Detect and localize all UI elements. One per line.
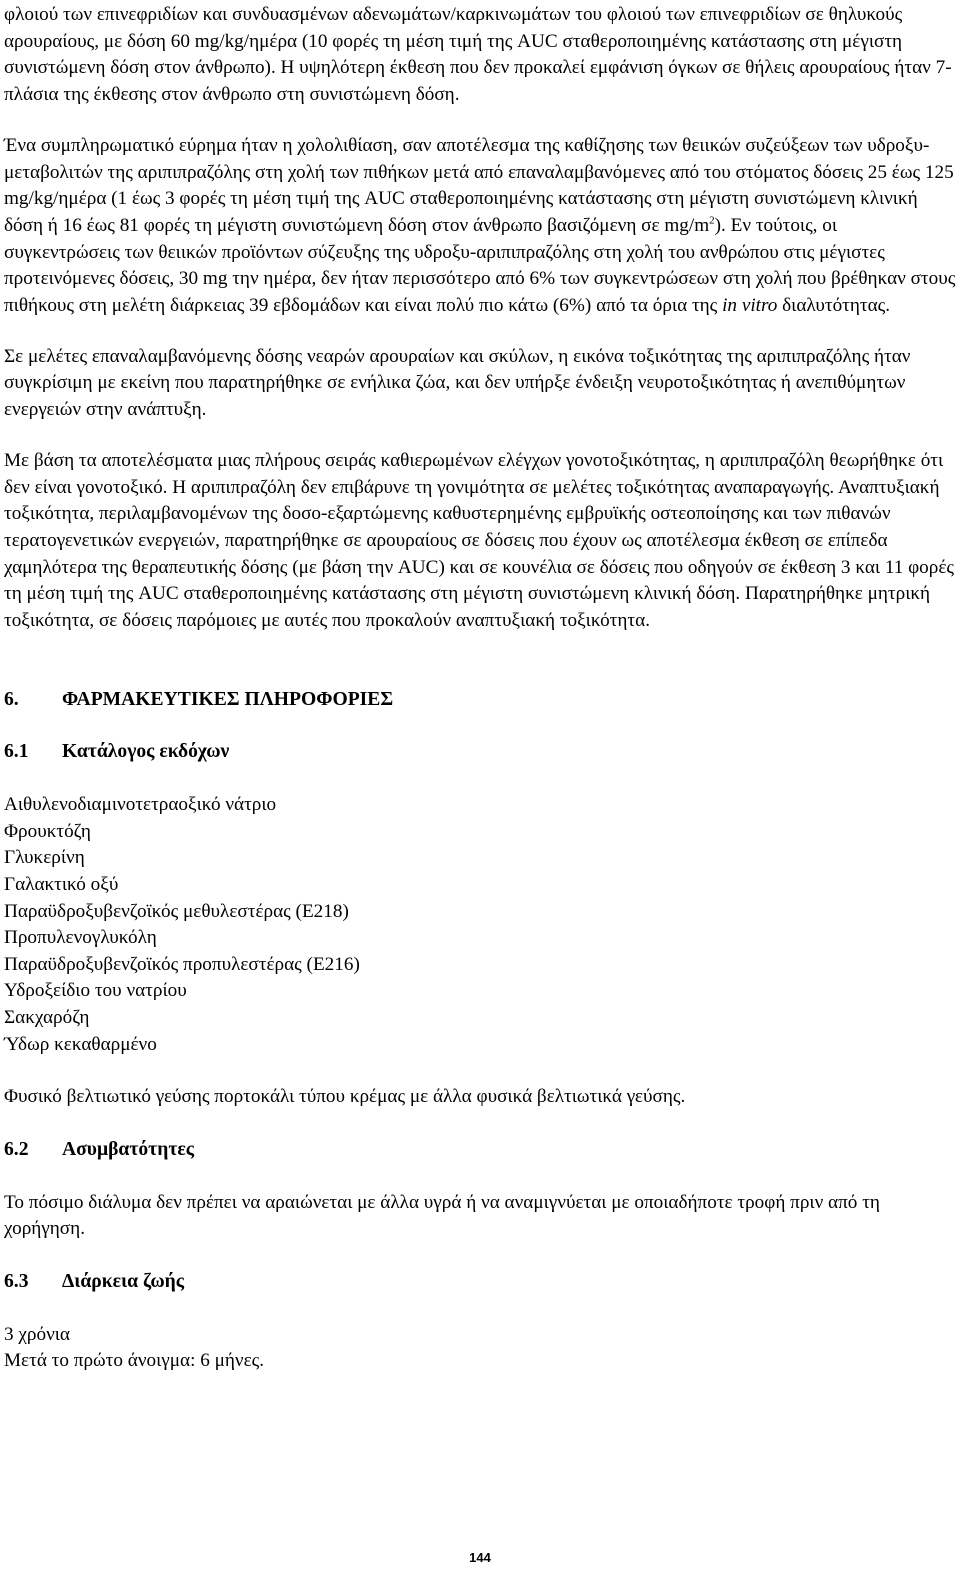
list-item: Υδροξείδιο του νατρίου [4, 980, 187, 1002]
shelf-life-line-2: Μετά το πρώτο άνοιγμα: 6 μήνες. [4, 1350, 265, 1372]
section-6-3-title: Διάρκεια ζωής [62, 1270, 185, 1292]
section-6-3-number: 6.3 [4, 1270, 29, 1292]
list-item: Γαλακτικό οξύ [4, 873, 119, 895]
section-6-3-heading [4, 1269, 956, 1296]
shelf-life-line-1: 3 χρόνια [4, 1323, 70, 1345]
list-item: Παραϋδροξυβενζοϊκός προπυλεστέρας (E216) [4, 953, 360, 975]
cholelithiasis-text-a: Ένα συμπληρωματικό εύρημα ήταν η χολολιθίαση, σαν αποτέλεσμα της καθίζησης των θειικών συζεύξεων των υδροξυ-μεταβολιτών της αριπιπραζόλης στη χολή των πιθήκων μετά από επαναλαμβανόμενες από του στόματος δόσεις 25 έως 125 mg/kg/ημέρα (1 έως 3 φορές τη μέση τιμή της AUC σταθεροποιημένης κατάστασης στη μέγιστη συνιστώμενη κλινική δόση ή 16 έως 81 φορές τη μέγιστη συνιστώμενη δόση στον άνθρωπο βασιζόμενη σε mg/m [4, 134, 954, 236]
section-6-1-title: Κατάλογος εκδόχων [62, 741, 230, 763]
cholelithiasis-text-c: διαλυτότητας. [777, 295, 891, 317]
section-6-number: 6. [4, 688, 19, 710]
section-6-2-number: 6.2 [4, 1138, 29, 1160]
page-number: 144 [469, 1550, 491, 1565]
paragraph-carcinogenicity: φλοιού των επινεφριδίων και συνδυασμένων αδενωμάτων/καρκινωμάτων του φλοιού των επινεφριδίων σε θηλυκούς αρουραίους, με δόση 60 mg/kg/ημέρα (10 φορές τη μέση τιμή της AUC σταθεροποιημένης κατάστασης στη μέγιστη συνιστώμενη δόση στον άνθρωπο). Η υψηλότερη έκθεση που δεν προκαλεί εμφάνιση όγκων σε θήλεις αρουραίους ήταν 7-πλάσια της έκθεσης στον άνθρωπο στη συνιστώμενη δόση. [4, 4, 952, 106]
list-item: Γλυκερίνη [4, 847, 85, 869]
in-vitro-italic: in vitro [722, 295, 778, 317]
cholelithiasis-text-b: ). Εν τούτοις, οι συγκεντρώσεις των θειικών προϊόντων σύζευξης της υδροξυ-αριπιπραζόλης στη χολή του ανθρώπου στις μέγιστες προτεινόμενες δόσεις, 30 mg την ημέρα, δεν ήταν περισσότερο από 6% των συγκεντρώσεων στη χολή που βρέθηκαν στους πιθήκους στη μελέτη διάρκειας 39 εβδομάδων και είναι πολύ πιο κάτω (6%) από τα όρια της [4, 214, 956, 317]
superscript-2: 2 [709, 214, 715, 227]
incompatibilities-text: Το πόσιμο διάλυμα δεν πρέπει να αραιώνεται με άλλα υγρά ή να αναμιγνύεται με οποιαδήποτε τροφή πριν από τη χορήγηση. [4, 1191, 880, 1240]
list-item: Αιθυλενοδιαμινοτετραοξικό νάτριο [4, 794, 277, 816]
list-item: Σακχαρόζη [4, 1006, 90, 1028]
section-6-2-heading [4, 1137, 956, 1164]
paragraph-genotoxicity: Με βάση τα αποτελέσματα μιας πλήρους σειράς καθιερωμένων ελέγχων γονοτοξικότητας, η αριπιπραζόλη θεωρήθηκε ότι δεν είναι γονοτοξικό. Η αριπιπραζόλη δεν επιβάρυνε τη γονιμότητα σε μελέτες τοξικότητας αναπαραγωγής. Αναπτυξιακή τοξικότητα, περιλαμβανομένων της δοσο-εξαρτώμενης καθυστερημένης εμβρυϊκής οστεοποίησης και των πιθανών τερατογενετικών ενεργειών, παρατηρήθηκε σε αρουραίους σε δόσεις που έχουν ως αποτέλεσμα έκθεση σε επίπεδα χαμηλότερα της θεραπευτικής δόσης (με βάση την AUC) και σε κουνέλια σε δόσεις που οδηγούν σε έκθεση 3 και 11 φορές τη μέση τιμή της AUC σταθεροποιημένης κατάστασης στη μέγιστη συνιστώμενη κλινική δόση. Παρατηρήθηκε μητρική τοξικότητα, σε δόσεις παρόμοιες με αυτές που προκαλούν αναπτυξιακή τοξικότητα. [4, 449, 954, 632]
list-item: Φρουκτόζη [4, 820, 91, 842]
list-item: Ύδωρ κεκαθαρμένο [4, 1033, 157, 1055]
paragraph-juvenile-studies: Σε μελέτες επαναλαμβανόμενης δόσης νεαρών αρουραίων και σκύλων, η εικόνα τοξικότητας της αριπιπραζόλης ήταν συγκρίσιμη με εκείνη που παρατηρήθηκε σε ενήλικα ζώα, και δεν υπήρξε ένδειξη νευροτοξικότητας ή ανεπιθύμητων ενεργειών στην ανάπτυξη. [4, 345, 911, 421]
list-item: Παραϋδροξυβενζοϊκός μεθυλεστέρας (E218) [4, 900, 349, 922]
paragraph-cholelithiasis [4, 133, 956, 320]
section-6-1-heading [4, 739, 956, 766]
flavour-note: Φυσικό βελτιωτικό γεύσης πορτοκάλι τύπου κρέμας με άλλα φυσικά βελτιωτικά γεύσης. [4, 1086, 686, 1108]
excipients-list [4, 792, 956, 1058]
section-6-heading [4, 687, 956, 714]
section-6-title: ΦΑΡΜΑΚΕΥΤΙΚΕΣ ΠΛΗΡΟΦΟΡΙΕΣ [62, 688, 394, 710]
document-page [4, 0, 956, 1375]
section-6-1-number: 6.1 [4, 741, 29, 763]
section-6-2-title: Ασυμβατότητες [62, 1138, 194, 1160]
list-item: Προπυλενογλυκόλη [4, 927, 157, 949]
